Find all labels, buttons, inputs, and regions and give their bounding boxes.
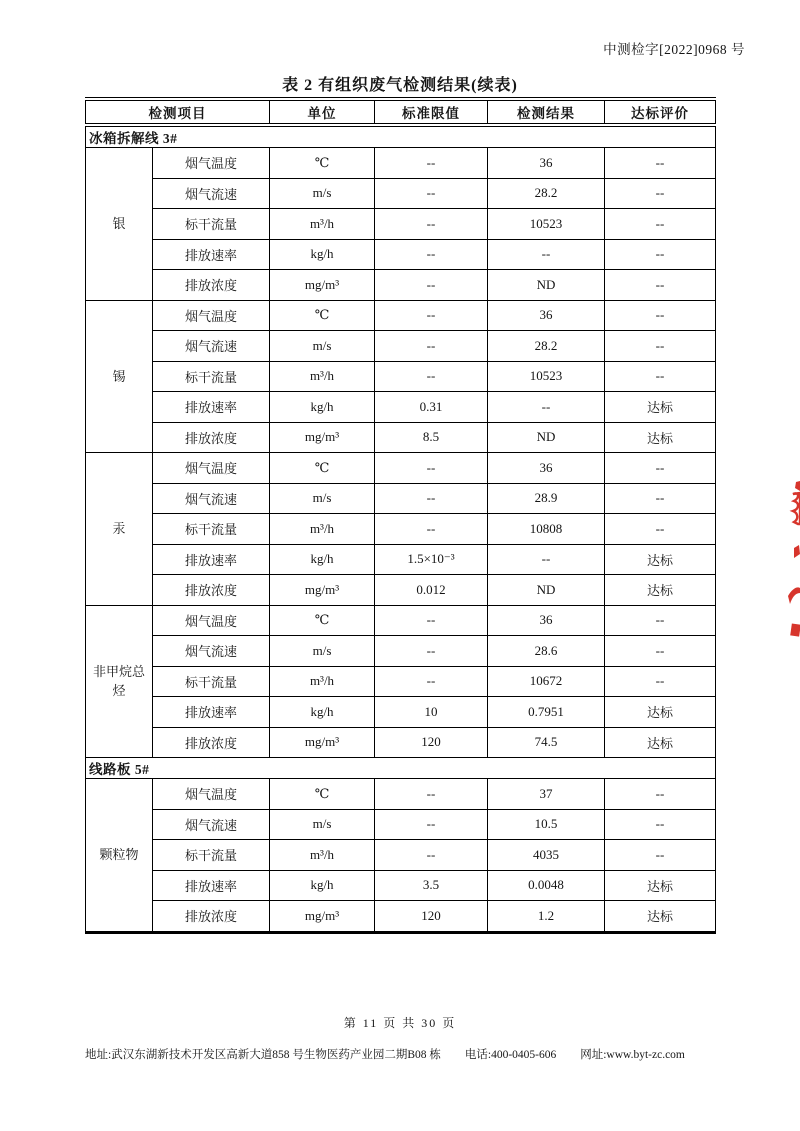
result-cell: ND — [488, 575, 605, 606]
table-row — [86, 270, 716, 301]
evaluation-cell: 达标 — [605, 422, 716, 453]
limit-cell: -- — [375, 300, 488, 331]
table-row — [86, 809, 716, 840]
page-footer — [85, 1046, 745, 1062]
group-cell: 颗粒物 — [86, 779, 153, 933]
result-cell: 10672 — [488, 666, 605, 697]
red-seal-fragment — [784, 478, 800, 648]
result-cell: 10808 — [488, 514, 605, 545]
table-row — [86, 544, 716, 575]
table-header-row — [86, 99, 716, 125]
limit-cell: 3.5 — [375, 870, 488, 901]
evaluation-cell: -- — [605, 666, 716, 697]
limit-cell: -- — [375, 270, 488, 301]
table-row — [86, 178, 716, 209]
param-cell: 烟气温度 — [153, 453, 270, 484]
result-cell: 10.5 — [488, 809, 605, 840]
evaluation-cell: 达标 — [605, 697, 716, 728]
evaluation-cell: 达标 — [605, 727, 716, 758]
unit-cell: mg/m³ — [270, 270, 375, 301]
param-cell: 烟气温度 — [153, 605, 270, 636]
unit-cell: ℃ — [270, 148, 375, 179]
result-cell: 10523 — [488, 209, 605, 240]
param-cell: 标干流量 — [153, 209, 270, 240]
unit-cell: ℃ — [270, 605, 375, 636]
table-row — [86, 666, 716, 697]
evaluation-cell: -- — [605, 270, 716, 301]
unit-cell: mg/m³ — [270, 727, 375, 758]
table-row — [86, 331, 716, 362]
evaluation-cell: -- — [605, 779, 716, 810]
limit-cell: -- — [375, 239, 488, 270]
group-cell: 汞 — [86, 453, 153, 606]
result-cell: 36 — [488, 148, 605, 179]
results-table-body — [86, 125, 716, 932]
unit-cell: kg/h — [270, 870, 375, 901]
param-cell: 烟气温度 — [153, 148, 270, 179]
unit-cell: mg/m³ — [270, 575, 375, 606]
param-cell: 标干流量 — [153, 666, 270, 697]
footer-website: 网址:www.byt-zc.com — [580, 1049, 685, 1061]
limit-cell: -- — [375, 453, 488, 484]
unit-cell: m³/h — [270, 209, 375, 240]
limit-cell: -- — [375, 514, 488, 545]
result-cell: 37 — [488, 779, 605, 810]
results-table — [85, 97, 716, 934]
limit-cell: 1.5×10⁻³ — [375, 544, 488, 575]
result-cell: 74.5 — [488, 727, 605, 758]
param-cell: 排放速率 — [153, 239, 270, 270]
unit-cell: kg/h — [270, 239, 375, 270]
param-cell: 排放速率 — [153, 544, 270, 575]
evaluation-cell: -- — [605, 178, 716, 209]
section-row — [86, 758, 716, 779]
table-row — [86, 727, 716, 758]
param-cell: 烟气流速 — [153, 331, 270, 362]
result-cell: 10523 — [488, 361, 605, 392]
param-cell: 烟气流速 — [153, 809, 270, 840]
unit-cell: m/s — [270, 331, 375, 362]
table-row — [86, 483, 716, 514]
evaluation-cell: -- — [605, 809, 716, 840]
table-row — [86, 575, 716, 606]
param-cell: 标干流量 — [153, 514, 270, 545]
evaluation-cell: -- — [605, 636, 716, 667]
unit-cell: m/s — [270, 636, 375, 667]
result-cell: 36 — [488, 605, 605, 636]
table-row — [86, 422, 716, 453]
unit-cell: m³/h — [270, 666, 375, 697]
table-row — [86, 453, 716, 484]
result-cell: -- — [488, 239, 605, 270]
limit-cell: 0.31 — [375, 392, 488, 423]
section-label: 冰箱拆解线 3# — [86, 125, 716, 148]
result-cell: -- — [488, 392, 605, 423]
param-cell: 排放浓度 — [153, 575, 270, 606]
evaluation-cell: -- — [605, 483, 716, 514]
evaluation-cell: 达标 — [605, 392, 716, 423]
result-cell: 28.2 — [488, 178, 605, 209]
param-cell: 排放浓度 — [153, 422, 270, 453]
evaluation-cell: 达标 — [605, 544, 716, 575]
table-row — [86, 361, 716, 392]
evaluation-cell: -- — [605, 453, 716, 484]
table-row — [86, 239, 716, 270]
evaluation-cell: -- — [605, 209, 716, 240]
param-cell: 烟气流速 — [153, 636, 270, 667]
param-cell: 标干流量 — [153, 840, 270, 871]
page-indicator: 第 11 页 共 30 页 — [343, 1016, 457, 1030]
result-cell: 36 — [488, 300, 605, 331]
group-cell: 银 — [86, 148, 153, 301]
param-cell: 排放速率 — [153, 870, 270, 901]
result-cell: 28.9 — [488, 483, 605, 514]
unit-cell: ℃ — [270, 300, 375, 331]
table-row — [86, 636, 716, 667]
limit-cell: -- — [375, 483, 488, 514]
limit-cell: -- — [375, 666, 488, 697]
param-cell: 烟气温度 — [153, 300, 270, 331]
param-cell: 标干流量 — [153, 361, 270, 392]
limit-cell: -- — [375, 331, 488, 362]
unit-cell: m/s — [270, 483, 375, 514]
doc-reference-number: 中测检字[2022]0968 号 — [603, 42, 745, 57]
evaluation-cell: 达标 — [605, 901, 716, 933]
limit-cell: -- — [375, 840, 488, 871]
header-unit: 单位 — [270, 99, 375, 125]
table-row — [86, 697, 716, 728]
result-cell: ND — [488, 270, 605, 301]
result-cell: -- — [488, 544, 605, 575]
unit-cell: m/s — [270, 809, 375, 840]
unit-cell: m³/h — [270, 840, 375, 871]
param-cell: 排放速率 — [153, 392, 270, 423]
table-row — [86, 209, 716, 240]
limit-cell: -- — [375, 779, 488, 810]
evaluation-cell: -- — [605, 840, 716, 871]
unit-cell: m/s — [270, 178, 375, 209]
limit-cell: -- — [375, 148, 488, 179]
group-cell: 非甲烷总烃 — [86, 605, 153, 758]
evaluation-cell: -- — [605, 605, 716, 636]
unit-cell: kg/h — [270, 697, 375, 728]
header-standard-limit: 标准限值 — [375, 99, 488, 125]
param-cell: 排放浓度 — [153, 901, 270, 933]
header-evaluation: 达标评价 — [605, 99, 716, 125]
table-row — [86, 300, 716, 331]
evaluation-cell: -- — [605, 514, 716, 545]
evaluation-cell: -- — [605, 148, 716, 179]
evaluation-cell: -- — [605, 300, 716, 331]
table-title: 表 2 有组织废气检测结果(续表) — [282, 77, 518, 94]
unit-cell: m³/h — [270, 361, 375, 392]
unit-cell: kg/h — [270, 392, 375, 423]
param-cell: 排放浓度 — [153, 727, 270, 758]
limit-cell: 10 — [375, 697, 488, 728]
unit-cell: kg/h — [270, 544, 375, 575]
result-cell: 4035 — [488, 840, 605, 871]
limit-cell: -- — [375, 605, 488, 636]
table-row — [86, 148, 716, 179]
footer-address: 地址:武汉东湖新技术开发区高新大道858 号生物医药产业园二期B08 栋 — [85, 1049, 441, 1061]
result-cell: 28.6 — [488, 636, 605, 667]
footer-phone: 电话:400-0405-606 — [464, 1049, 557, 1061]
param-cell: 排放浓度 — [153, 270, 270, 301]
param-cell: 烟气流速 — [153, 178, 270, 209]
table-row — [86, 779, 716, 810]
table-row — [86, 840, 716, 871]
group-cell: 锡 — [86, 300, 153, 453]
limit-cell: 120 — [375, 901, 488, 933]
limit-cell: -- — [375, 636, 488, 667]
result-cell: 1.2 — [488, 901, 605, 933]
section-row — [86, 125, 716, 148]
section-label: 线路板 5# — [86, 758, 716, 779]
result-cell: 0.7951 — [488, 697, 605, 728]
limit-cell: -- — [375, 361, 488, 392]
table-row — [86, 901, 716, 933]
evaluation-cell: 达标 — [605, 575, 716, 606]
evaluation-cell: -- — [605, 239, 716, 270]
evaluation-cell: -- — [605, 331, 716, 362]
result-cell: ND — [488, 422, 605, 453]
unit-cell: mg/m³ — [270, 901, 375, 933]
limit-cell: -- — [375, 809, 488, 840]
limit-cell: -- — [375, 209, 488, 240]
result-cell: 0.0048 — [488, 870, 605, 901]
limit-cell: 0.012 — [375, 575, 488, 606]
limit-cell: 120 — [375, 727, 488, 758]
unit-cell: mg/m³ — [270, 422, 375, 453]
table-row — [86, 392, 716, 423]
unit-cell: ℃ — [270, 453, 375, 484]
limit-cell: -- — [375, 178, 488, 209]
unit-cell: m³/h — [270, 514, 375, 545]
unit-cell: ℃ — [270, 779, 375, 810]
table-row — [86, 870, 716, 901]
evaluation-cell: -- — [605, 361, 716, 392]
param-cell: 烟气温度 — [153, 779, 270, 810]
limit-cell: 8.5 — [375, 422, 488, 453]
param-cell: 排放速率 — [153, 697, 270, 728]
result-cell: 36 — [488, 453, 605, 484]
param-cell: 烟气流速 — [153, 483, 270, 514]
header-test-result: 检测结果 — [488, 99, 605, 125]
table-row — [86, 514, 716, 545]
result-cell: 28.2 — [488, 331, 605, 362]
table-row — [86, 605, 716, 636]
evaluation-cell: 达标 — [605, 870, 716, 901]
header-test-item: 检测项目 — [86, 99, 270, 125]
